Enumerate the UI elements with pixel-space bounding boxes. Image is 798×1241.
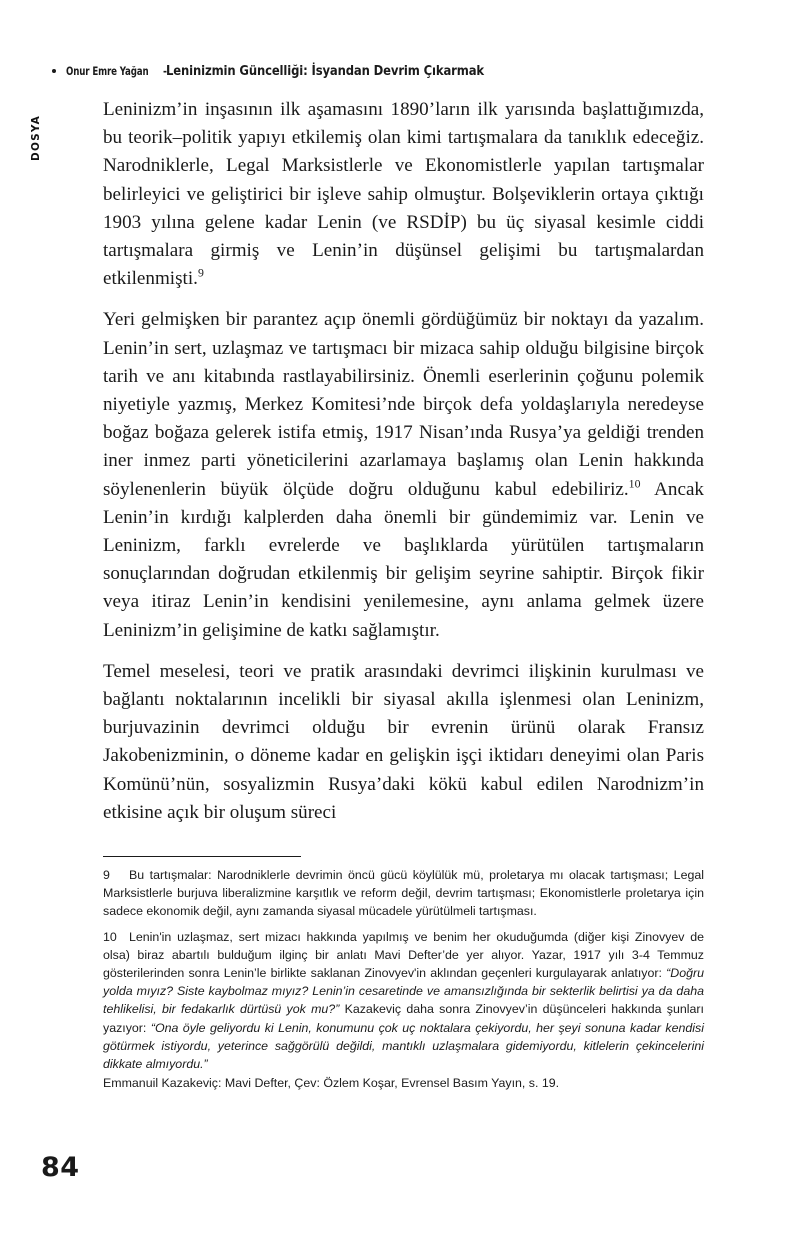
body-paragraph-3: [103, 658, 704, 827]
paragraph-3-text: Temel meselesi, teori ve pratik arasındaki devrimci ilişkinin kurulması ve bağlantı noktalarının incelikli bir siyasal akılla işlenmesi olan Leninizm, burjuvazinin devrimci olduğu bir evrenin ürünü olarak Fransız Jakobenizminin, o döneme kadar en gelişkin işçi iktidarı deneyimi olan Paris Komünü’nün, sosyalizmin Rusya’daki kökü kabul edilen Narodnizm’in etkisine açık bir oluşum süreci: [103, 660, 704, 823]
bullet-dot-icon: [52, 69, 56, 73]
page-number: 84: [41, 1152, 80, 1183]
footnote-9-text: Bu tartışmalar: Narodniklerle devrimin öncü gücü köylülük mü, proletarya mı olacak tartışması; Legal Marksistlerle burjuva liberalizmine karşıtlık ve reform değil, devrim tartışması; Ekonomistlerle proletarya için sadece ekonomik değil, aynı zamanda siyasal mücadele yürütülmeli tartışması.: [103, 868, 704, 919]
footnote-10-number: 10: [103, 929, 117, 944]
footnote-10: [103, 928, 704, 1093]
running-header: [52, 60, 752, 82]
footnote-10-text-part2: Kazakeviç daha sonra Zinovyev’in düşünceleri hakkında şunları yazıyor:: [103, 1002, 704, 1035]
footnote-10-quote-2: “Ona öyle geliyordu ki Lenin, konumunu çok uç noktalara çekiyordu, her şeyi sonuna kadar kendisi götürmek istiyordu, yeterince sağgörülü değildi, mantıklı uzlaşmalara gidemiyordu, kitlelerin çekincelerini dikkate almıyordu.”: [103, 1020, 705, 1072]
running-header-author: Onur Emre Yağan: [66, 64, 149, 78]
section-tab: [25, 93, 47, 183]
footnote-9-number: 9: [103, 868, 110, 882]
section-tab-label: DOSYA: [30, 115, 42, 161]
footnotes-block: [103, 866, 704, 1092]
footnote-ref-9[interactable]: 9: [197, 265, 204, 280]
body-paragraph-1: [103, 96, 704, 293]
footnote-ref-10[interactable]: 10: [628, 476, 641, 491]
footnote-separator-rule: [103, 856, 301, 857]
footnote-9: [103, 866, 704, 921]
body-paragraph-2: [103, 306, 704, 644]
running-header-article-title: Leninizmin Güncelliği: İsyandan Devrim Çıkarmak: [166, 63, 485, 79]
body-text-column: [103, 96, 704, 827]
paragraph-2-tail: Ancak Lenin’in kırdığı kalplerden daha önemli bir gündemimiz var. Lenin ve Leninizm, farklı evrelerde ve başlıklarda yürütülen tartışmaların sonuçlarından doğrudan etkilenmiş bir gelişim seyrine sahiptir. Birçok fikir veya itiraz Lenin’in kendisini yenilemesine, aynı anlama gelmek üzere Leninizm’in gelişimine de katkı sağlamıştır.: [103, 478, 704, 641]
footnote-10-quote-1: “Doğru yolda mıyız? Siste kaybolmaz mıyız? Lenin’in cesaretinde ve amansızlığında bir sekterlik belirtisi ya da daha tehlikelisi, bir fedakarlık dürtüsü yok mu?”: [103, 966, 704, 1017]
footnote-10-source: Emmanuil Kazakeviç: Mavi Defter, Çev: Özlem Koşar, Evrensel Basım Yayın, s. 19.: [103, 1076, 560, 1091]
paragraph-2-text: Yeri gelmişken bir parantez açıp önemli gördüğümüz bir noktayı da yazalım. Lenin’in sert, uzlaşmaz ve tartışmacı bir mizaca sahip olduğu bilgisine birçok tarih ve anı kitabında rastlayabilirsiniz. Önemli eserlerinin çoğunu polemik niyetiyle yazmış, Merkez Komitesi’nde birçok defa yoldaşlarıyla neredeyse boğaz boğaza gelerek istifa etmiş, 1917 Nisan’ında Rusya’ya geldiği trenden iner inmez parti yöneticilerini azarlamaya başlamış olan Lenin hakkında söylenenlerin büyük ölçüde doğru olduğunu kabul edebiliriz.: [103, 309, 704, 500]
footnote-10-text-part1: Lenin'in uzlaşmaz, sert mizacı hakkında yapılmış ve benim her okuduğumda (diğer kişi Zinovyev de olsa) biraz abartılı bulduğum ilginç bir anlatı Mavi Defter’de yer alıyor. Yazar, 1917 yılı 3-4 Temmuz gösterilerinden sonra Lenin’le birlikte saklanan Zinovyev'in aklından geçenleri kurgulayarak anlatıyor:: [103, 929, 704, 981]
paragraph-1-text: Leninizm’in inşasının ilk aşamasını 1890’ların ilk yarısında başlattığımızda, bu teorik–politik yapıyı etkilemiş olan kimi tartışmalara da tanıklık edeceğiz. Narodniklerle, Legal Marksistlerle ve Ekonomistlerle yapılan tartışmalar belirleyici ve geliştirici bir işleve sahip olmuştur. Bolşeviklerin ortaya çıktığı 1903 yılına gelene kadar Lenin (ve RSDİP) bu üç siyasal kesimle ciddi tartışmalara girmiş ve Lenin’in düşünsel gelişimi bu tartışmalardan etkilenmişti.: [103, 99, 704, 290]
running-header-separator: -: [162, 64, 167, 78]
